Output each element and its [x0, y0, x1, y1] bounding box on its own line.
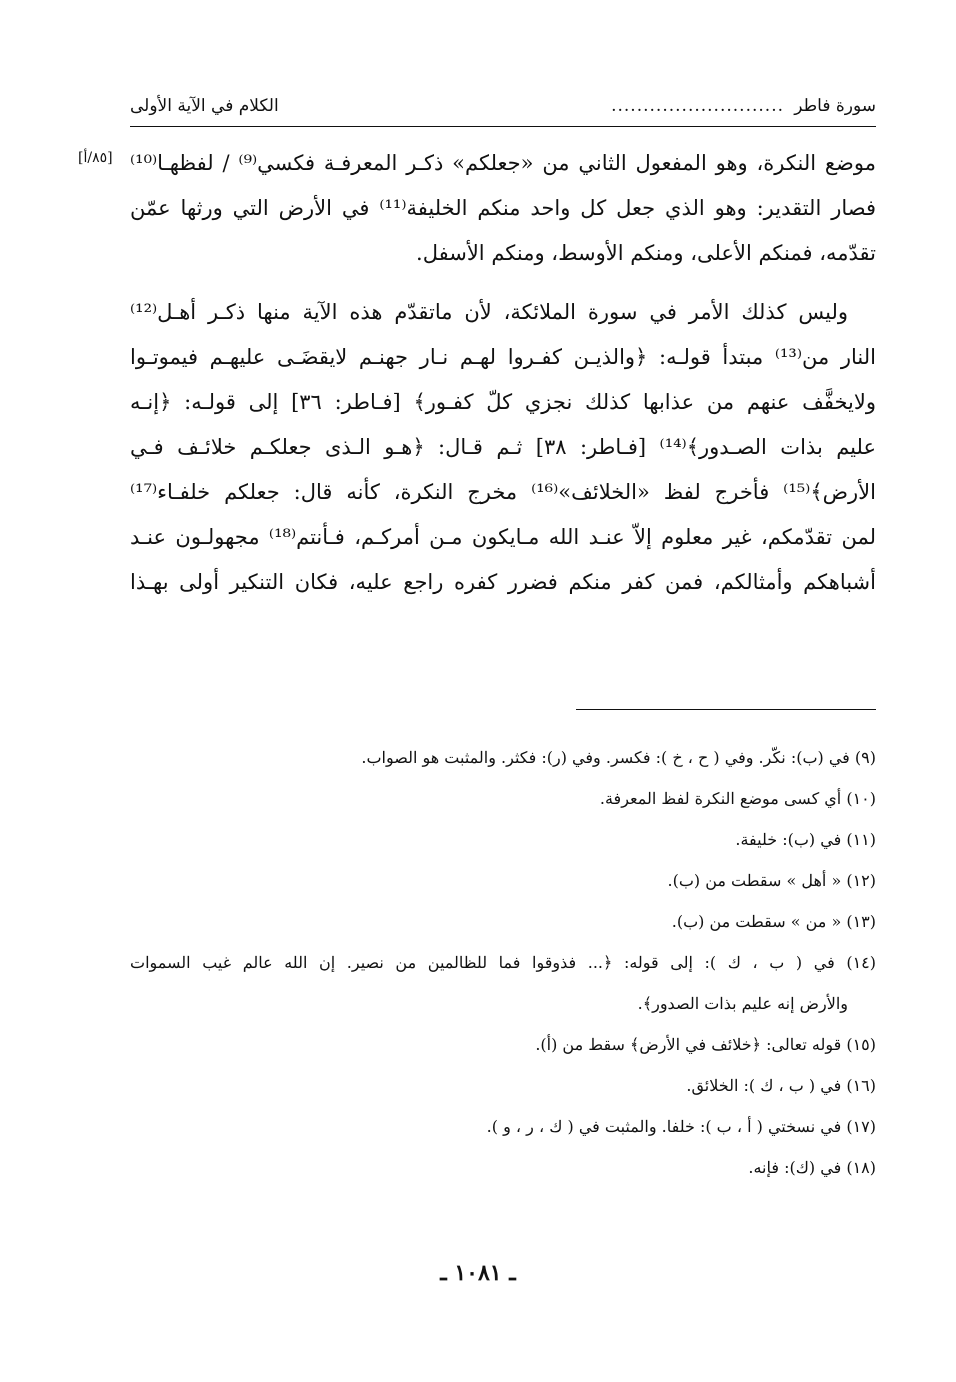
running-header: [130, 96, 876, 127]
manuscript-folio-mark: [٨٥/أ]: [78, 150, 113, 166]
footnote: (١٥) قوله تعالى: ﴿خلائف في الأرض﴾ سقط من (أ).: [535, 1035, 876, 1054]
paragraph-gap: [130, 276, 876, 290]
footnote-separator: [576, 709, 876, 710]
body-line: لمن تقدّمكم، غير معلوم إلاّ عنـد الله مـايكون مـن أمركـم، فـأنتم⁽¹⁸⁾ مجهولـون عنـد: [130, 525, 876, 549]
footnote: (١٣) « من » سقطت من (ب).: [671, 912, 876, 931]
body-line: أشباهكم وأمثالكم، فمن كفر منكم فضرر كفره راجع عليه، فكان التنكير أولى بهـذا: [130, 570, 876, 594]
footnote-continuation: والأرض إنه عليم بذات الصدور﴾.: [637, 994, 848, 1013]
page-number: ـ ١٠٨١ ـ: [440, 1260, 516, 1286]
main-text: [130, 141, 876, 605]
footnote: (١٦) في ( ب ، ك ): الخلائق.: [686, 1076, 876, 1095]
footnote: (١٠) أي كسى موضع النكرة لفظ المعرفة.: [599, 789, 876, 808]
body-line: وليس كذلك الأمر في سورة الملائكة، لأن ماتقدّم هذه الآية منها ذكـر أهـل⁽¹²⁾: [130, 300, 848, 324]
header-section-title: الكلام في الآية الأولى: [130, 96, 279, 116]
body-line: تقدّمه، فمنكم الأعلى، ومنكم الأوسط، ومنكم الأسفل.: [416, 241, 876, 265]
body-line: النار من⁽¹³⁾ مبتدأ قولـه: ﴿والذيـن كفـروا لهـم نـار جهنـم لايقضَـى عليهـم فيموتـوا: [130, 345, 876, 369]
header-dot-leader: ...........................: [611, 96, 784, 116]
body-line: عليم بذات الصـدور﴾⁽¹⁴⁾ [فـاطر: ٣٨] ثـم قـال: ﴿هـو الـذى جعلكـم خلائـف فـي: [130, 435, 876, 459]
body-line: الأرض﴾⁽¹⁵⁾ فأخرج لفظ «الخلائف»⁽¹⁶⁾ مخرج النكرة، كأنه قال: جعلكم خلفـاء⁽¹⁷⁾: [130, 480, 876, 504]
body-line: ولايخفَّف عنهم من عذابها كذلك نجزي كلّ كفـور﴾ [فـاطر: ٣٦] إلى قولـه: ﴿إنـه: [130, 390, 876, 414]
footnote: (٩) في (ب): نكّر. وفي ( ح ، خ ): فكسر. وفي (ر): فكثر. والمثبت هو الصواب.: [361, 748, 876, 767]
header-surah-title: سورة فاطر: [794, 96, 876, 116]
footnote: (١١) في (ب): خليفة.: [735, 830, 876, 849]
body-line: موضع النكرة، وهو المفعول الثاني من «جعلكم» ذكـر المعرفـة فكسي⁽⁹⁾ / لفظهـا⁽¹⁰⁾: [130, 151, 876, 175]
body-line: فصار التقدير: وهو الذي جعل كل واحد منكم الخليفة⁽¹¹⁾ في الأرض التي ورثها عمّن: [130, 196, 876, 220]
footnote: (١٨) في (ك): فإنه.: [748, 1158, 876, 1177]
footnote: (١٢) « أهل » سقطت من (ب).: [667, 871, 876, 890]
footnotes: [130, 737, 876, 1188]
footnote: (١٤) في ( ب ، ك ): إلى قوله: ﴿... فذوقوا فما للظالمين من نصير. إن الله عالم غيب السموات: [130, 953, 876, 972]
footnote: (١٧) في نسختي ( أ ، ب ): خلفا. والمثبت في ( ك ، ر ، و ).: [486, 1117, 876, 1136]
